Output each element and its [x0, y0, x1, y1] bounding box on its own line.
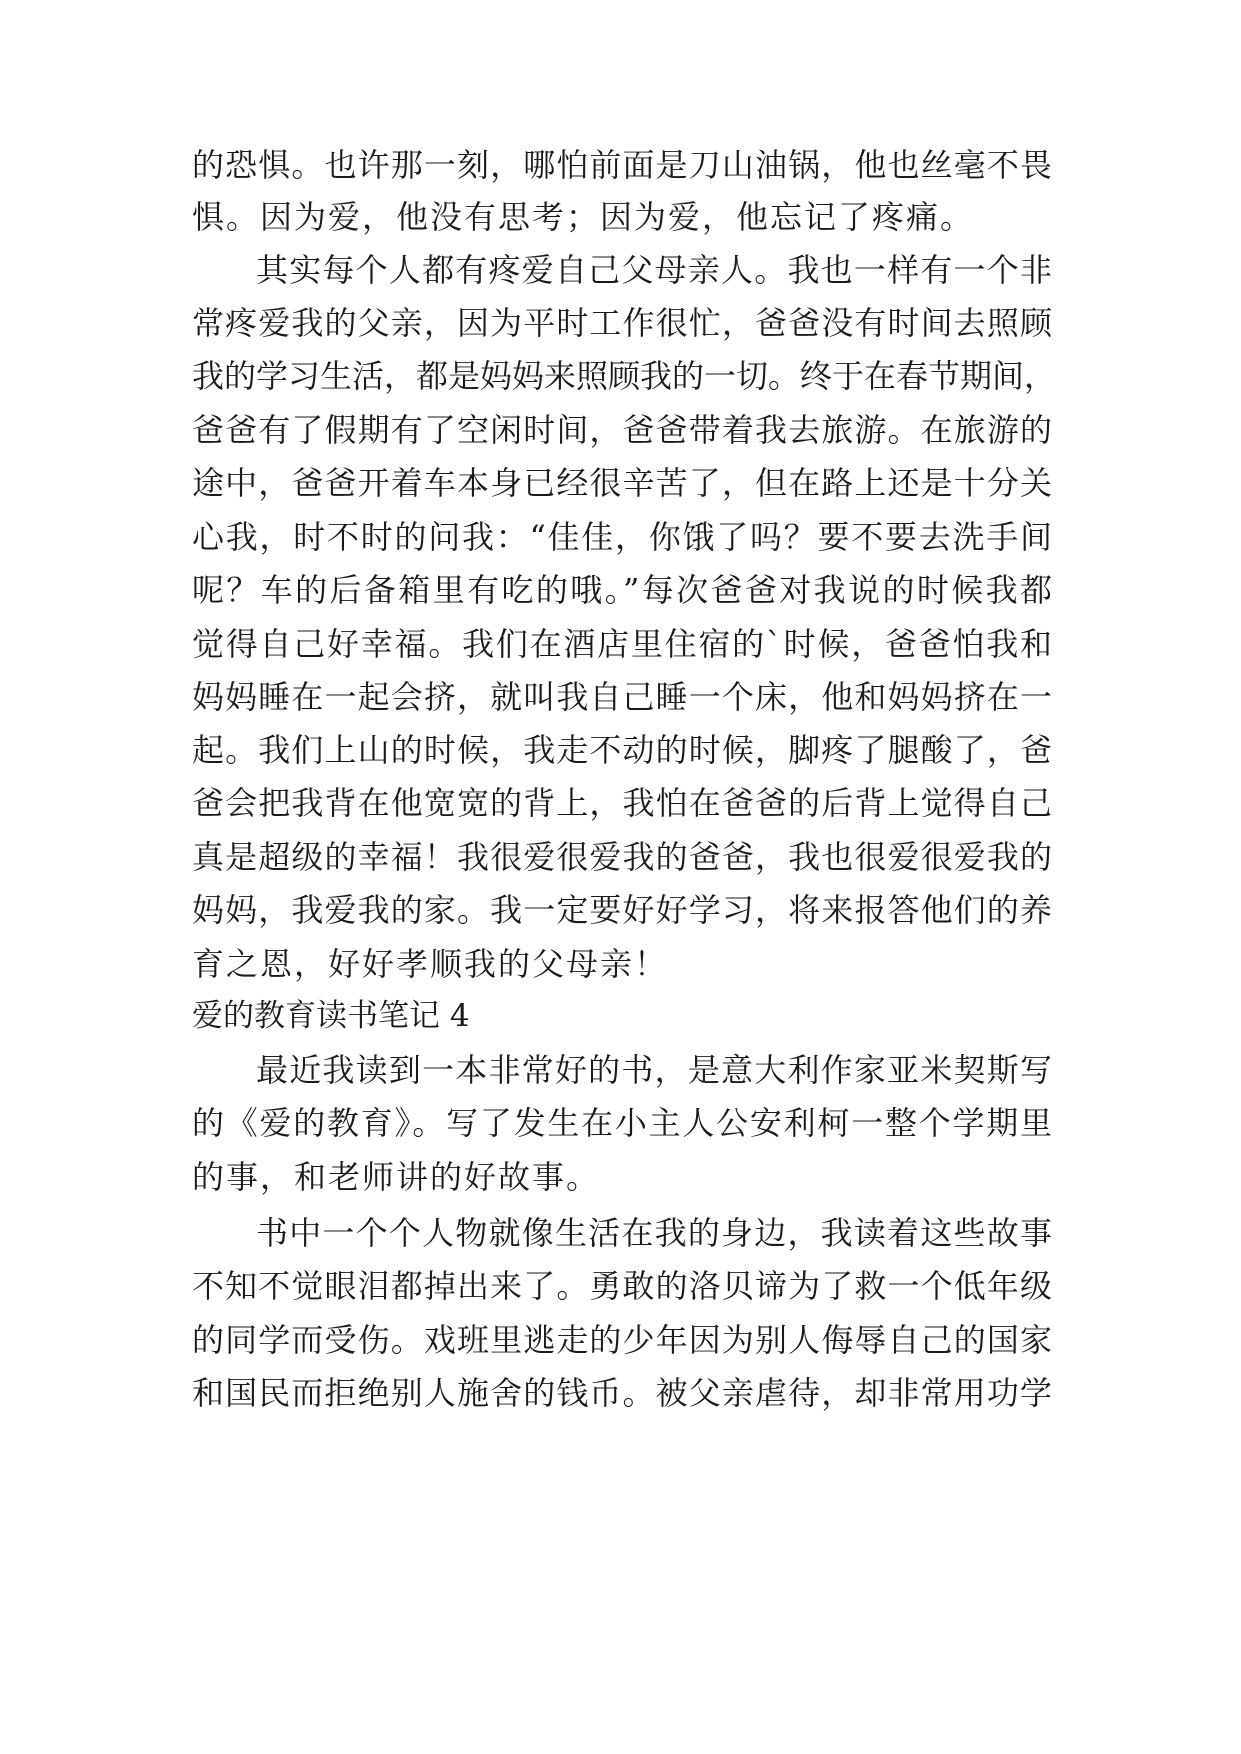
text-line: 妈妈，我爱我的家。我一定要好好学习，将来报答他们的养 — [192, 891, 1052, 929]
text-line: 不知不觉眼泪都掉出来了。勇敢的洛贝谛为了救一个低年级 — [192, 1267, 1052, 1305]
text-line: 的《爱的教育》。写了发生在小主人公安利柯一整个学期里 — [192, 1104, 1052, 1142]
text-line: 的事，和老师讲的好故事。 — [192, 1158, 601, 1196]
text-line: 惧。因为爱，他没有思考；因为爱，他忘记了疼痛。 — [192, 198, 975, 236]
text-line: 觉得自己好幸福。我们在酒店里住宿的`时候，爸爸怕我和 — [192, 625, 1052, 663]
section-heading: 爱的教育读书笔记 4 — [192, 998, 470, 1034]
text-line: 常疼爱我的父亲，因为平时工作很忙，爸爸没有时间去照顾 — [192, 304, 1052, 342]
text-line: 真是超级的幸福！我很爱很爱我的爸爸，我也很爱很爱我的 — [192, 838, 1052, 876]
text-line: 爸爸有了假期有了空闲时间，爸爸带着我去旅游。在旅游的 — [192, 411, 1052, 449]
text-line: 和国民而拒绝别人施舍的钱币。被父亲虐待，却非常用功学 — [192, 1374, 1052, 1412]
text-line: 的恐惧。也许那一刻，哪怕前面是刀山油锅，他也丝毫不畏 — [192, 146, 1052, 184]
text-line: 爸会把我背在他宽宽的背上，我怕在爸爸的后背上觉得自己 — [192, 784, 1052, 822]
text-line: 途中，爸爸开着车本身已经很辛苦了，但在路上还是十分关 — [192, 464, 1052, 502]
text-line: 心我，时不时的问我：“佳佳，你饿了吗？要不要去洗手间 — [192, 518, 1052, 556]
text-line: 最近我读到一本非常好的书，是意大利作家亚米契斯写 — [256, 1051, 1052, 1089]
text-line: 书中一个个人物就像生活在我的身边，我读着这些故事 — [256, 1214, 1052, 1252]
text-line: 妈妈睡在一起会挤，就叫我自己睡一个床，他和妈妈挤在一 — [192, 678, 1052, 716]
text-line: 的同学而受伤。戏班里逃走的少年因为别人侮辱自己的国家 — [192, 1321, 1052, 1359]
text-line: 呢？车的后备箱里有吃的哦。”每次爸爸对我说的时候我都 — [192, 571, 1052, 609]
text-line: 我的学习生活，都是妈妈来照顾我的一切。终于在春节期间， — [192, 357, 1057, 395]
text-line: 其实每个人都有疼爱自己父母亲人。我也一样有一个非 — [256, 251, 1052, 289]
text-line: 育之恩，好好孝顺我的父母亲！ — [192, 945, 669, 983]
text-line: 起。我们上山的时候，我走不动的时候，脚疼了腿酸了，爸 — [192, 731, 1052, 769]
